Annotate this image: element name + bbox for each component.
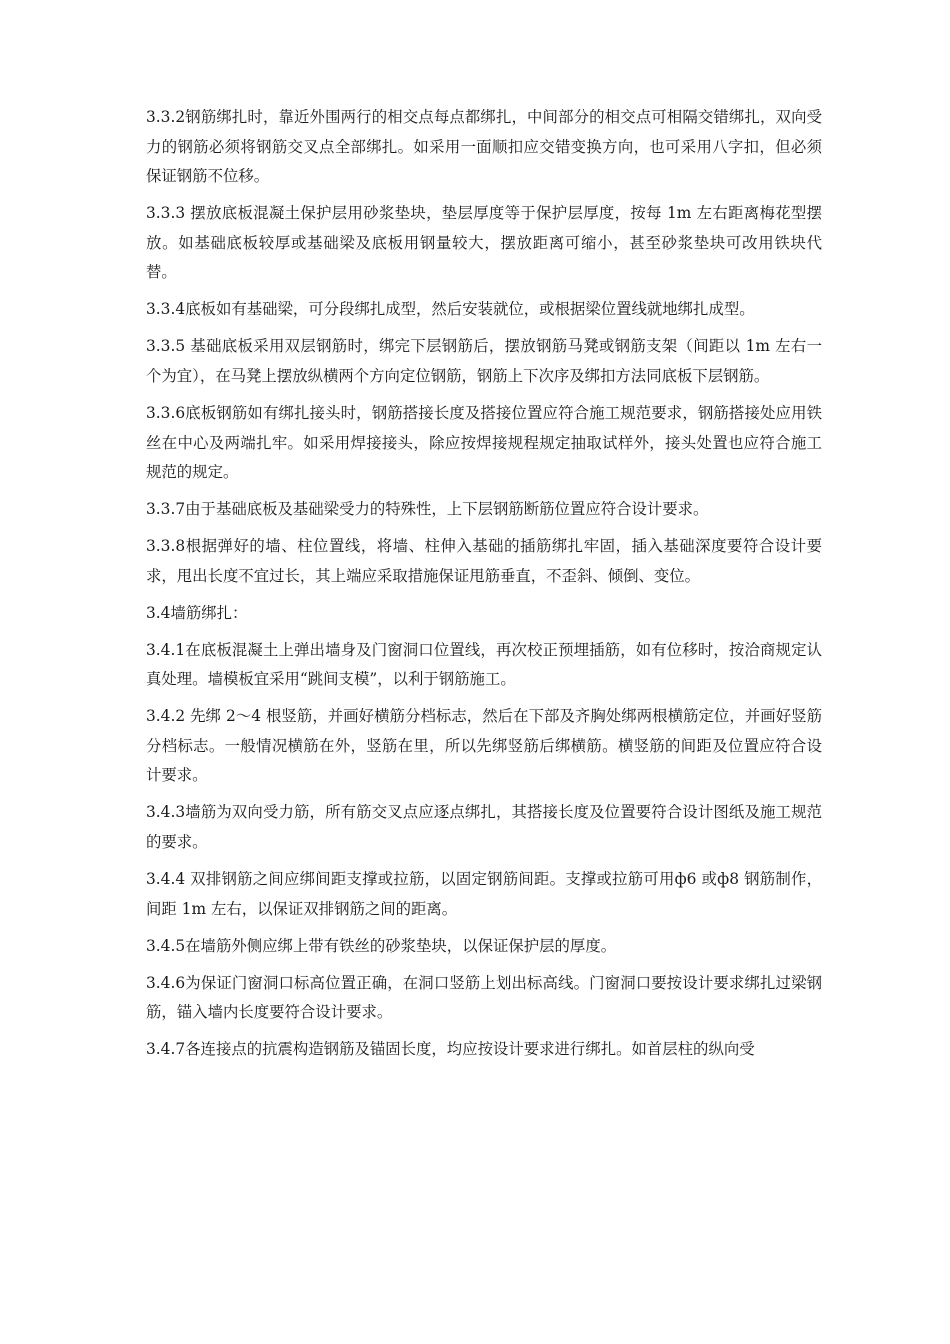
paragraph-3-3-7: 3.3.7由于基础底板及基础梁受力的特殊性，上下层钢筋断筋位置应符合设计要求。 [146,500,709,519]
document-body [146,103,822,1072]
paragraph-3-4-3: 3.4.3墙筋为双向受力筋，所有筋交叉点应逐点绑扎，其搭接长度及位置要符合设计图纸及施工规范的要求。 [146,803,822,851]
paragraph-3-4-6: 3.4.6为保证门窗洞口标高位置正确，在洞口竖筋上划出标高线。门窗洞口要按设计要求绑扎过梁钢筋，锚入墙内长度要符合设计要求。 [146,973,822,1022]
paragraph-3-4-4: 3.4.4 双排钢筋之间应绑间距支撑或拉筋，以固定钢筋间距。支撑或拉筋可用ф6 或ф8 钢筋制作，间距 1m 左右，以保证双排钢筋之间的距离。 [146,869,822,918]
paragraph-3-4-5: 3.4.5在墙筋外侧应绑上带有铁丝的砂浆垫块，以保证保护层的厚度。 [146,936,617,955]
paragraph-3-3-5: 3.3.5 基础底板采用双层钢筋时，绑完下层钢筋后，摆放钢筋马凳或钢筋支架（间距以 1m 左右一个为宜），在马凳上摆放纵横两个方向定位钢筋，钢筋上下次序及绑扣方法同底板下层钢筋。 [146,337,822,385]
paragraph-3-3-4: 3.3.4底板如有基础梁，可分段绑扎成型，然后安装就位，或根据梁位置线就地绑扎成型。 [146,300,755,319]
paragraph-3-3-6: 3.3.6底板钢筋如有绑扎接头时，钢筋搭接长度及搭接位置应符合施工规范要求，钢筋搭接处应用铁丝在中心及两端扎牢。如采用焊接接头，除应按焊接规程规定抽取试样外，接头处置也应符合施工规范的规定。 [146,403,822,482]
paragraph-3-3-2: 3.3.2钢筋绑扎时，靠近外围两行的相交点每点都绑扎，中间部分的相交点可相隔交错绑扎，双向受力的钢筋必须将钢筋交叉点全部绑扎。如采用一面顺扣应交错变换方向，也可采用八字扣，但必须保证钢筋不位移。 [146,108,822,186]
paragraph-3-4-7: 3.4.7各连接点的抗震构造钢筋及锚固长度，均应按设计要求进行绑扎。如首层柱的纵向受 [146,1040,755,1059]
section-heading-3-4: 3.4墙筋绑扎： [146,603,248,622]
paragraph-3-4-1: 3.4.1在底板混凝土上弹出墙身及门窗洞口位置线，再次校正预埋插筋，如有位移时，按洽商规定认真处理。墙模板宜采用“跳间支模”，以利于钢筋施工。 [146,640,822,689]
paragraph-3-4-2: 3.4.2 先绑 2～4 根竖筋，并画好横筋分档标志，然后在下部及齐胸处绑两根横筋定位，并画好竖筋分档标志。一般情况横筋在外，竖筋在里，所以先绑竖筋后绑横筋。横竖筋的间距及位置应符合设计要求。 [146,707,822,785]
paragraph-3-3-8: 3.3.8根据弹好的墙、柱位置线，将墙、柱伸入基础的插筋绑扎牢固，插入基础深度要符合设计要求，甩出长度不宜过长，其上端应采取措施保证甩筋垂直，不歪斜、倾倒、变位。 [146,537,822,585]
paragraph-3-3-3: 3.3.3 摆放底板混凝土保护层用砂浆垫块，垫层厚度等于保护层厚度，按每 1m 左右距离梅花型摆放。如基础底板较厚或基础梁及底板用钢量较大，摆放距离可缩小，甚至砂浆垫块可改用铁块代替。 [146,204,822,282]
